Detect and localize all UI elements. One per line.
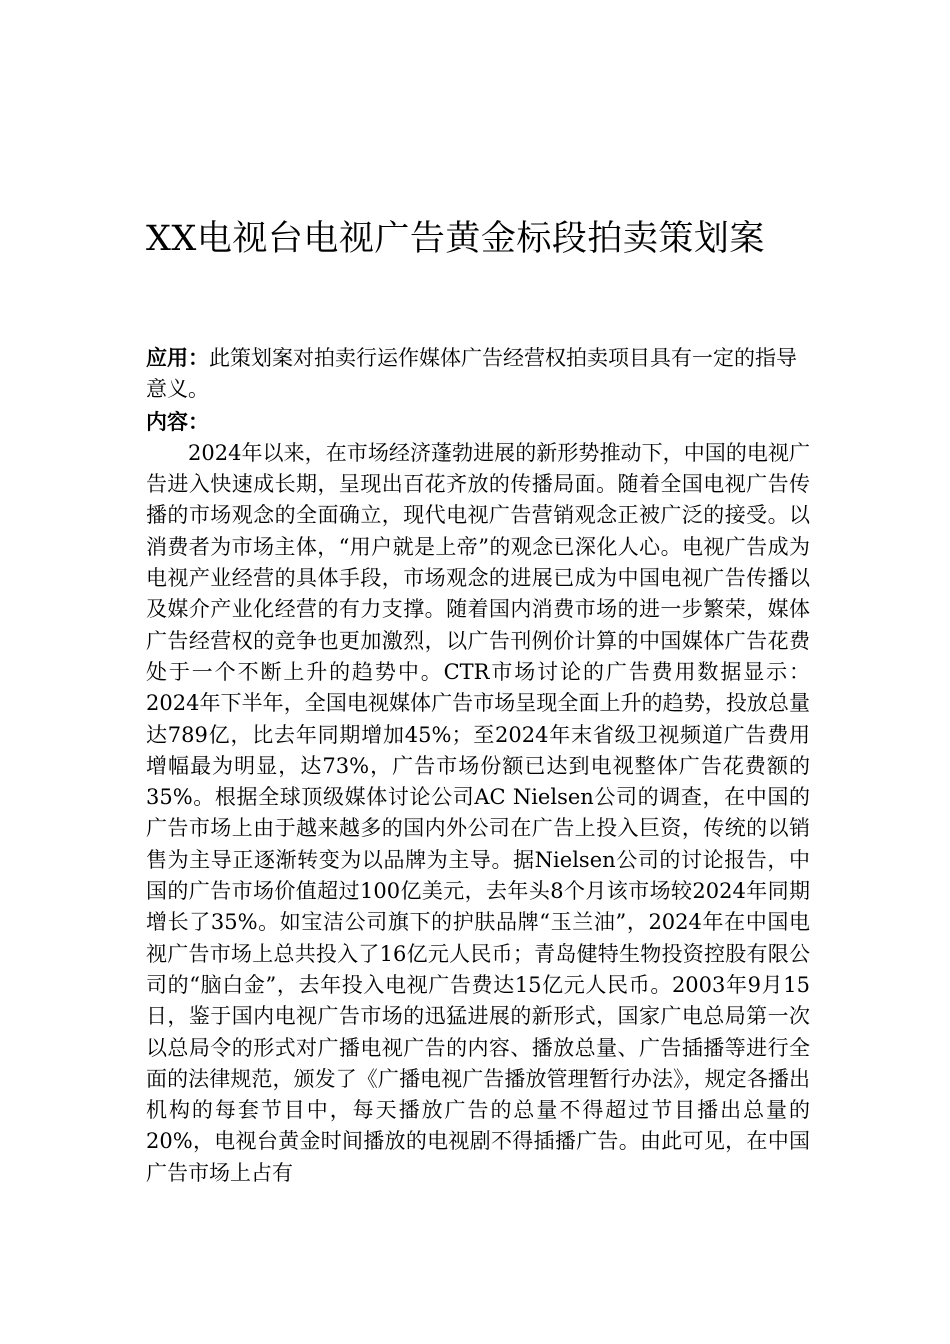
document-body [146,342,810,1189]
content-label: 内容： [146,408,209,434]
content-paragraph: 2024年以来，在市场经济蓬勃进展的新形势推动下，中国的电视广告进入快速成长期，呈现出百花齐放的传播局面。随着全国电视广告传播的市场观念的全面确立，现代电视广告营销观念正被广泛的接受。以消费者为市场主体，“用户就是上帝”的观念已深化人心。电视广告成为电视产业经营的具体手段，市场观念的进展已成为中国电视广告传播以及媒介产业化经营的有力支撑。随着国内消费市场的进一步繁荣，媒体广告经营权的竞争也更加激烈，以广告刊例价计算的中国媒体广告花费处于一个不断上升的趋势中。CTR市场讨论的广告费用数据显示：2024年下半年，全国电视媒体广告市场呈现全面上升的趋势，投放总量达789亿，比去年同期增加45%；至2024年末省级卫视频道广告费用增幅最为明显，达73%，广告市场份额已达到电视整体广告花费额的35%。根据全球顶级媒体讨论公司AC Nielsen公司的调查，在中国的广告市场上由于越来越多的国内外公司在广告上投入巨资，传统的以销售为主导正逐渐转变为以品牌为主导。据Nielsen公司的讨论报告，中国的广告市场价值超过100亿美元，去年头8个月该市场较2024年同期增长了35%。如宝洁公司旗下的护肤品牌“玉兰油”，2024年在中国电视广告市场上总共投入了16亿元人民币；青岛健特生物投资控股有限公司的“脑白金”，去年投入电视广告费达15亿元人民币。2003年9月15日，鉴于国内电视广告市场的迅猛进展的新形式，国家广电总局第一次以总局令的形式对广播电视广告的内容、播放总量、广告插播等进行全面的法律规范，颁发了《广播电视广告播放管理暂行办法》，规定各播出机构的每套节目中，每天播放广告的总量不得超过节目播出总量的20%，电视台黄金时间播放的电视剧不得插播广告。由此可见，在中国广告市场上占有 [146,440,810,1185]
content-section-heading [146,406,810,438]
application-section [146,342,810,406]
application-text: 此策划案对拍卖行运作媒体广告经营权拍卖项目具有一定的指导意义。 [146,346,797,402]
document-title: XX电视台电视广告黄金标段拍卖策划案 [146,219,765,259]
application-label: 应用： [146,345,209,370]
